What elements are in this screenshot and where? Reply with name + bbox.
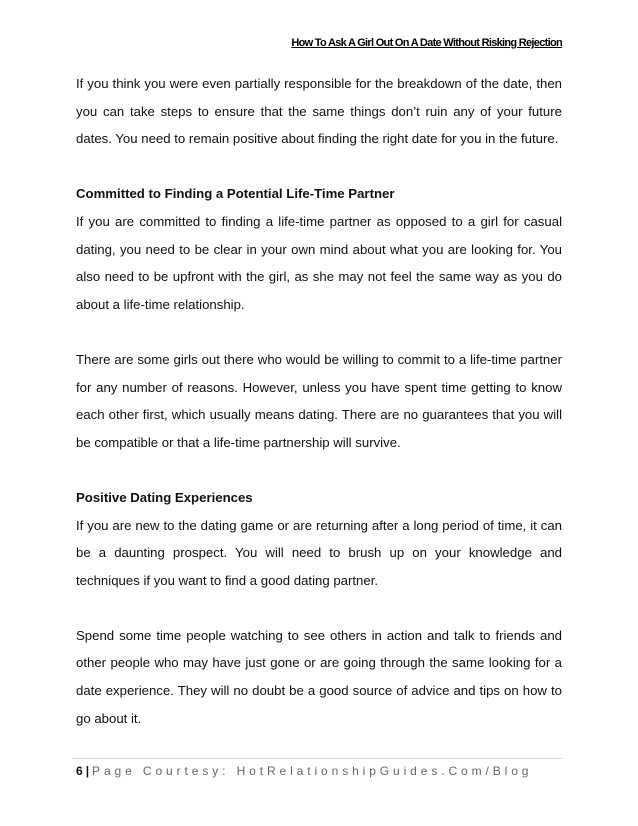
paragraph-4: If you are new to the dating game or are returning after a long period of time, it can be a daunting prospect. You will need to brush up on your knowledge and techniques if you want to find a good dating partner. [76, 517, 562, 588]
paragraph-gap [76, 594, 562, 622]
paragraph-gap [76, 318, 562, 346]
paragraph-3: There are some girls out there who would be willing to commit to a life-time partner for any number of reasons. However, unless you have spent time getting to know each other first, which usually means dating. There are no guarantees that you will be compatible or that a life-time partnership will survive. [76, 351, 562, 450]
paragraph-gap [76, 153, 562, 181]
section-heading-lifetime-partner: Committed to Finding a Potential Life-Time Partner [76, 186, 395, 202]
page-number: 6 [76, 764, 83, 778]
paragraph-gap [76, 456, 562, 484]
paragraph-1: If you think you were even partially responsible for the breakdown of the date, then you can take steps to ensure that the same things don’t ruin any of your future dates. You need to remain positive about finding the right date for you in the future. [76, 76, 562, 147]
footer-courtesy-text: Page Courtesy: HotRelationshipGuides.Com/Blog [92, 764, 533, 778]
paragraph-2: If you are committed to finding a life-time partner as opposed to a girl for casual dating, you need to be clear in your own mind about what you are looking for. You also need to be upfront with the girl, as she may not feel the same way as you do about a life-time relationship. [76, 213, 562, 312]
page-content [76, 70, 562, 732]
footer-separator: | [85, 764, 90, 778]
footer-divider [72, 758, 562, 759]
section-heading-positive-dating: Positive Dating Experiences [76, 489, 253, 505]
page-footer [76, 764, 532, 778]
running-header: How To Ask A Girl Out On A Date Without Risking Rejection [291, 37, 562, 49]
paragraph-5: Spend some time people watching to see others in action and talk to friends and other people who may have just gone or are going through the same looking for a date experience. They will no doubt be a good source of advice and tips on how to go about it. [76, 627, 562, 726]
